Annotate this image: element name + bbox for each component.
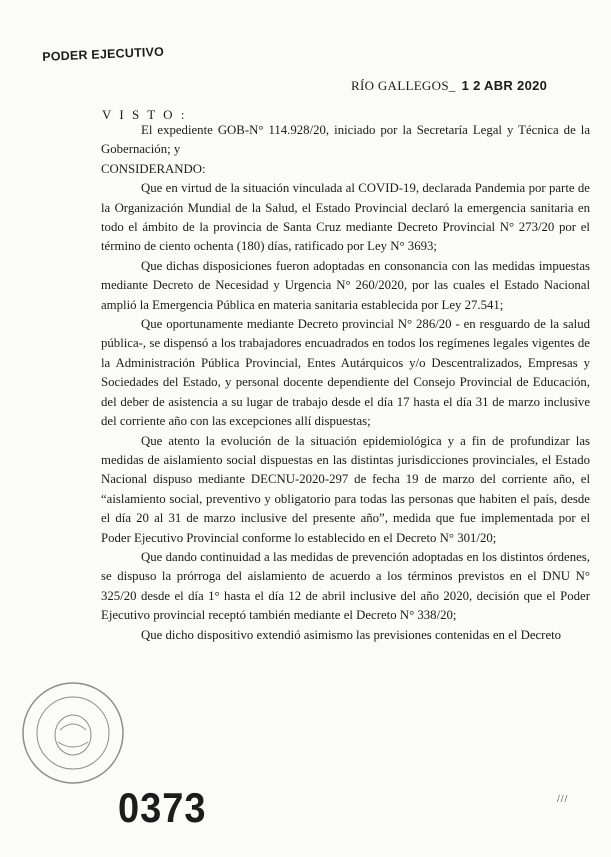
- place-date-line: RÍO GALLEGOS_ 1 2 ABR 2020: [351, 78, 548, 93]
- date-stamp: 1 2 ABR 2020: [461, 78, 548, 93]
- continuation-mark: ///: [557, 794, 569, 805]
- decree-number: 0373: [118, 785, 207, 833]
- paragraph-expediente: El expediente GOB-N° 114.928/20, iniciado por la Secretaría Legal y Técnica de la Gobernación; y: [101, 123, 590, 157]
- paragraph-dnu-260: Que dichas disposiciones fueron adoptadas en consonancia con las medidas impuestas mediante Decreto de Necesidad y Urgencia N° 260/2020, por las cuales el Estado Nacional amplió la Emergencia Pública en materia sanitaria establecida por Ley 27.541;: [101, 258, 590, 312]
- paragraph-decreto-286: Que oportunamente mediante Decreto provincial N° 286/20 - en resguardo de la salud pública-, se dispensó a los trabajadores encuadrados en todos los regímenes legales vigentes de la Administración Pública Provincial, Entes Autárquicos y/o Descentralizados, Empresas y Sociedades del Estado, y personal docente dependiente del Consejo Provincial de Educación, del deber de asistencia a su lugar de trabajo desde el día 17 hasta el día 31 de marzo inclusive del corriente año con las excepciones allí dispuestas;: [101, 317, 590, 429]
- paragraph-dnu-325: Que dando continuidad a las medidas de prevención adoptadas en los distintos órdenes, se dispuso la prórroga del aislamiento de acuerdo a los términos previstos en el DNU N° 325/20 desde el día 1° hasta el día 12 de abril inclusive del año 2020, decisión que el Poder Ejecutivo provincial receptó también mediante el Decreto N° 338/20;: [101, 549, 590, 623]
- place-name: RÍO GALLEGOS: [351, 78, 449, 93]
- official-seal: [20, 680, 126, 786]
- paragraph-decreto-extension: Que dicho dispositivo extendió asimismo las previsiones contenidas en el Decreto: [141, 627, 562, 642]
- paragraph-covid: Que en virtud de la situación vinculada al COVID-19, declarada Pandemia por parte de la Organización Mundial de la Salud, el Estado Provincial declaró la emergencia sanitaria en todo el ámbito de la provincia de Santa Cruz mediante Decreto Provincial N° 273/20 por el término de ciento ochenta (180) días, ratificado por Ley N° 3693;: [101, 181, 590, 254]
- office-header: PODER EJECUTIVO: [42, 44, 165, 64]
- considerando-heading: CONSIDERANDO:: [101, 161, 206, 176]
- visto-heading: V I S T O :: [102, 107, 187, 122]
- paragraph-decnu-297: Que atento la evolución de la situación epidemiológica y a fin de profundizar las medidas de aislamiento social dispuestas en las distintas jurisdicciones provinciales, el Estado Nacional dispuso mediante DECNU-2020-297 de fecha 19 de marzo del corriente año, el “aislamiento social, preventivo y obligatorio para todas las personas que habiten el país, desde el día 20 al 31 de marzo inclusive del presente año”, medida que fue implementada por el Poder Ejecutivo Provincial conforme lo establecido en el Decreto N° 301/20;: [101, 433, 590, 545]
- document-body: [101, 121, 590, 645]
